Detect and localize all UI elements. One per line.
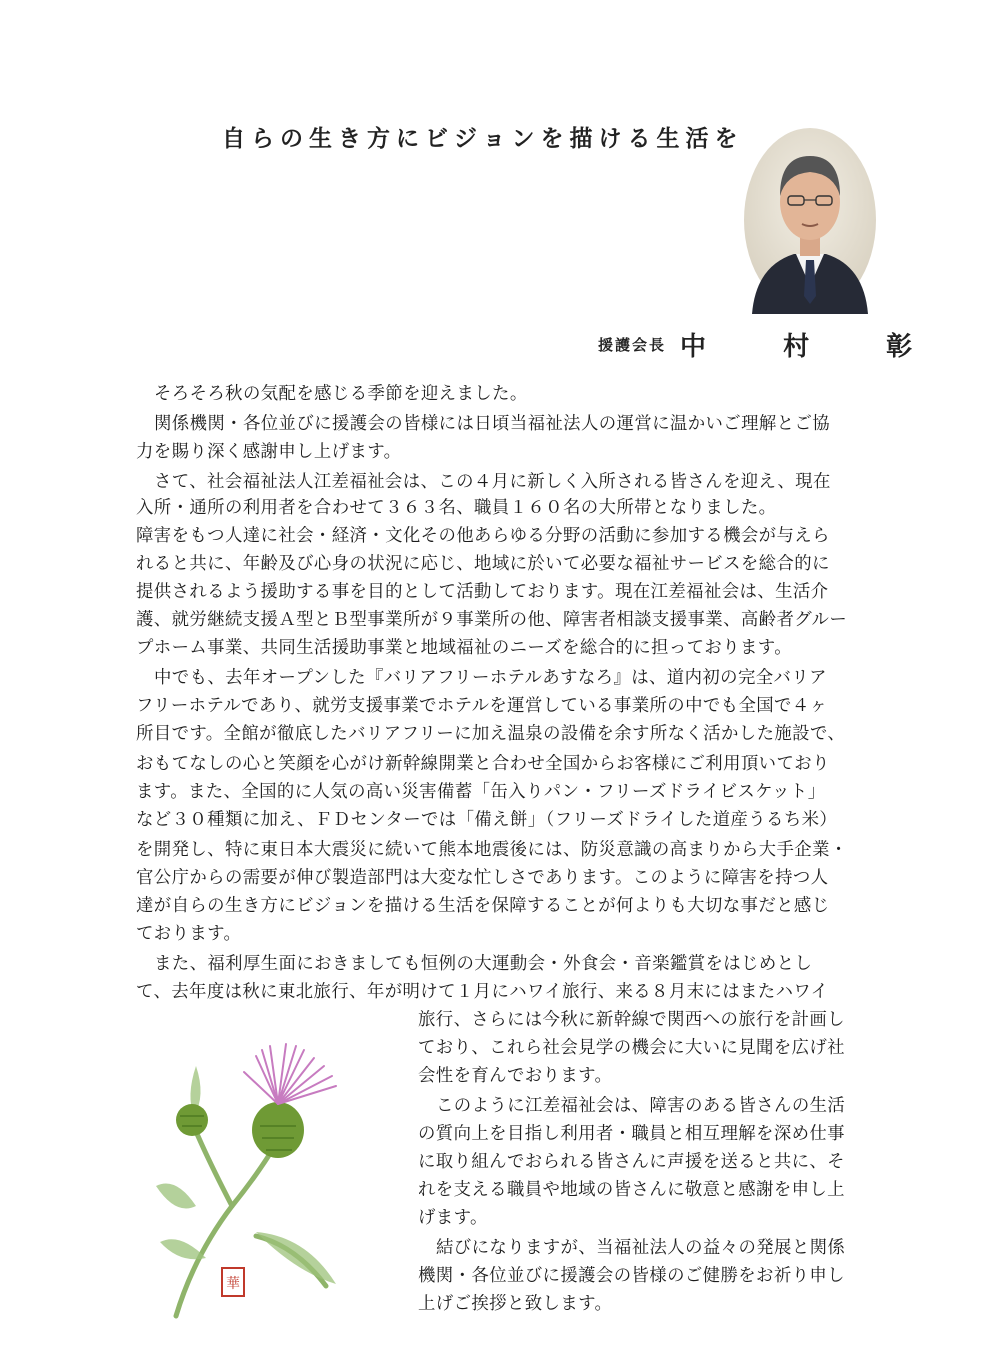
body-line: 達が自らの生き方にビジョンを描ける生活を保障することが何よりも大切な事だと感じ [136, 896, 830, 916]
body-line: 力を賜り深く感謝申し上げます。 [136, 442, 402, 462]
body-line: 関係機関・各位並びに援護会の皆様には日頃当福祉法人の運営に温かいご理解とご協 [154, 414, 831, 434]
body-line: ます。また、全国的に人気の高い災害備蓄「缶入りパン・フリーズドライビスケット」 [136, 782, 826, 802]
body-line: げます。 [418, 1208, 488, 1228]
body-line: ております。 [136, 924, 242, 944]
body-line: 機関・各位並びに援護会の皆様のご健勝をお祈り申し [418, 1266, 845, 1286]
body-line: プホーム事業、共同生活援助事業と地域福祉のニーズを総合的に担っております。 [136, 638, 792, 658]
body-line: 上げご挨拶と致します。 [418, 1294, 613, 1314]
thistle-illustration [136, 1036, 396, 1332]
body-line: 障害をもつ人達に社会・経済・文化その他あらゆる分野の活動に参加する機会が与えら [136, 526, 830, 546]
body-line: このように江差福祉会は、障害のある皆さんの生活 [436, 1096, 846, 1116]
body-line: ており、これら社会見学の機会に大いに見聞を広げ社 [418, 1038, 845, 1058]
body-line: フリーホテルであり、就労支援事業でホテルを運営している事業所の中でも全国で４ヶ [136, 696, 828, 716]
body-line: おもてなしの心と笑顔を心がけ新幹線開業と合わせ全国からお客様にご利用頂いており [136, 754, 830, 774]
body-line: など３０種類に加え、ＦＤセンターでは「備え餅」（フリーズドライした道産うるち米） [136, 810, 838, 830]
body-line: 所目です。全館が徹底したバリアフリーに加え温泉の設備を余す所なく活かした施設で、 [136, 724, 846, 744]
body-line: 護、就労継続支援Ａ型とＢ型事業所が９事業所の他、障害者相談支援事業、高齢者グルー [136, 610, 848, 630]
body-line: て、去年度は秋に東北旅行、年が明けて１月にハワイ旅行、来る８月末にはまたハワイ [136, 982, 829, 1002]
page-title: 自らの生き方にビジョンを描ける生活を [222, 125, 744, 152]
author-role: 援護会長 [598, 336, 667, 354]
body-line: 旅行、さらには今秋に新幹線で関西への旅行を計画し [418, 1010, 845, 1030]
body-line: 官公庁からの需要が伸び製造部門は大変な忙しさであります。このように障害を持つ人 [136, 868, 829, 888]
body-line: また、福利厚生面におきましても恒例の大運動会・外食会・音楽鑑賞をはじめとし [154, 954, 813, 974]
body-line: れを支える職員や地域の皆さんに敬意と感謝を申し上 [418, 1180, 845, 1200]
body-line: れると共に、年齢及び心身の状況に応じ、地域に於いて必要な福祉サービスを総合的に [136, 554, 830, 574]
body-line: さて、社会福祉法人江差福祉会は、この４月に新しく入所される皆さんを迎え、現在 [154, 472, 831, 492]
body-line: 提供されるよう援助する事を目的として活動しております。現在江差福祉会は、生活介 [136, 582, 829, 602]
chairman-portrait [742, 126, 878, 314]
body-line: 中でも、去年オープンした『バリアフリーホテルあすなろ』は、道内初の完全バリア [154, 668, 827, 688]
artist-seal: 華 [226, 1276, 240, 1292]
author-name: 中 村 彰 [680, 332, 947, 362]
body-line: を開発し、特に東日本大震災に続いて熊本地震後には、防災意識の高まりから大手企業・ [136, 840, 848, 860]
body-line: 結びになりますが、当福祉法人の益々の発展と関係 [436, 1238, 846, 1258]
author-signature [598, 326, 947, 363]
body-line: そろそろ秋の気配を感じる季節を迎えました。 [154, 384, 528, 404]
body-line: の質向上を目指し利用者・職員と相互理解を深め仕事 [418, 1124, 845, 1144]
body-line: 会性を育んでおります。 [418, 1066, 613, 1086]
body-line: 入所・通所の利用者を合わせて３６３名、職員１６０名の大所帯となりました。 [136, 498, 777, 518]
body-line: に取り組んでおられる皆さんに声援を送ると共に、そ [418, 1152, 845, 1172]
